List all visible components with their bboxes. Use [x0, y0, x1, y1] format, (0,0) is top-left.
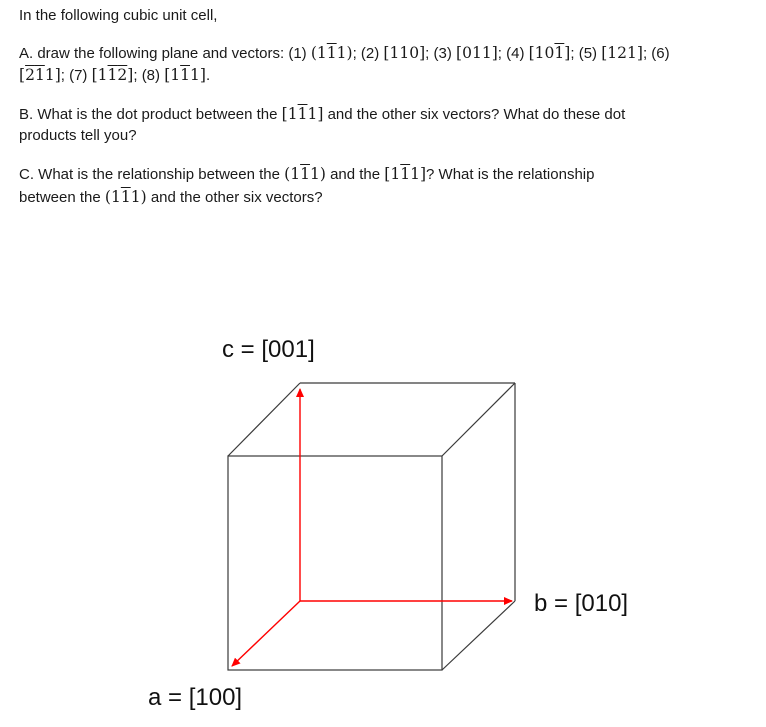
cube-receding-edges	[228, 383, 515, 670]
cube-front-face	[228, 456, 442, 670]
part-c-plane: (111)	[284, 165, 326, 183]
part-b-text-2: and the other six vectors? What do these dot	[323, 106, 626, 123]
part-a-item-number: (8)	[141, 67, 165, 84]
part-c-text-5: and the other six vectors?	[146, 189, 323, 206]
part-a-miller-index: [112]	[91, 66, 134, 84]
part-a-miller-index: (111)	[310, 44, 353, 62]
part-a-line-2: [211]; (7) [112]; (8) [111].	[19, 66, 211, 84]
part-c-text-3: ? What is the relationship	[426, 166, 595, 183]
part-a-item-number: (3)	[433, 45, 457, 62]
part-a-line-1: A. draw the following plane and vectors: (1) (111); (2) [110]; (3) [011]; (4) [101]; (5) [121]; (6)	[19, 44, 670, 62]
part-b-text-1: B. What is the dot product between the	[19, 106, 282, 123]
axis-b-label: b = [010]	[534, 590, 629, 617]
part-a-item-number: (1)	[288, 45, 311, 62]
part-a-miller-index: [111]	[164, 66, 206, 84]
axis-a-label: a = [100]	[148, 684, 243, 711]
part-a-miller-index: [121]	[601, 44, 643, 62]
axis-a-arrow	[232, 601, 300, 666]
axis-c-label: c = [001]	[222, 336, 315, 363]
part-a-item-number: (4)	[506, 45, 529, 62]
part-c-text-1: C. What is the relationship between the	[19, 166, 285, 183]
intro-text: In the following cubic unit cell,	[19, 7, 218, 24]
part-c-text-4: between the	[19, 189, 105, 206]
part-c-text-2: and the	[325, 166, 385, 183]
part-c-plane-2: (111)	[104, 188, 147, 206]
part-a-item-number: (7)	[69, 67, 92, 84]
part-c-vector: [111]	[384, 165, 427, 183]
part-a-item-number: (2)	[360, 45, 384, 62]
part-a-miller-index: [110]	[383, 44, 426, 62]
part-a-miller-index: [211]	[19, 66, 61, 84]
part-a-prefix: A. draw the following plane and vectors:	[19, 45, 289, 62]
part-b-vector: [111]	[281, 105, 324, 123]
part-a-miller-index: [101]	[528, 44, 571, 62]
part-a-miller-index: [011]	[456, 44, 498, 62]
part-a-item-number: (5)	[578, 45, 602, 62]
part-b-line-2: products tell you?	[19, 127, 137, 144]
